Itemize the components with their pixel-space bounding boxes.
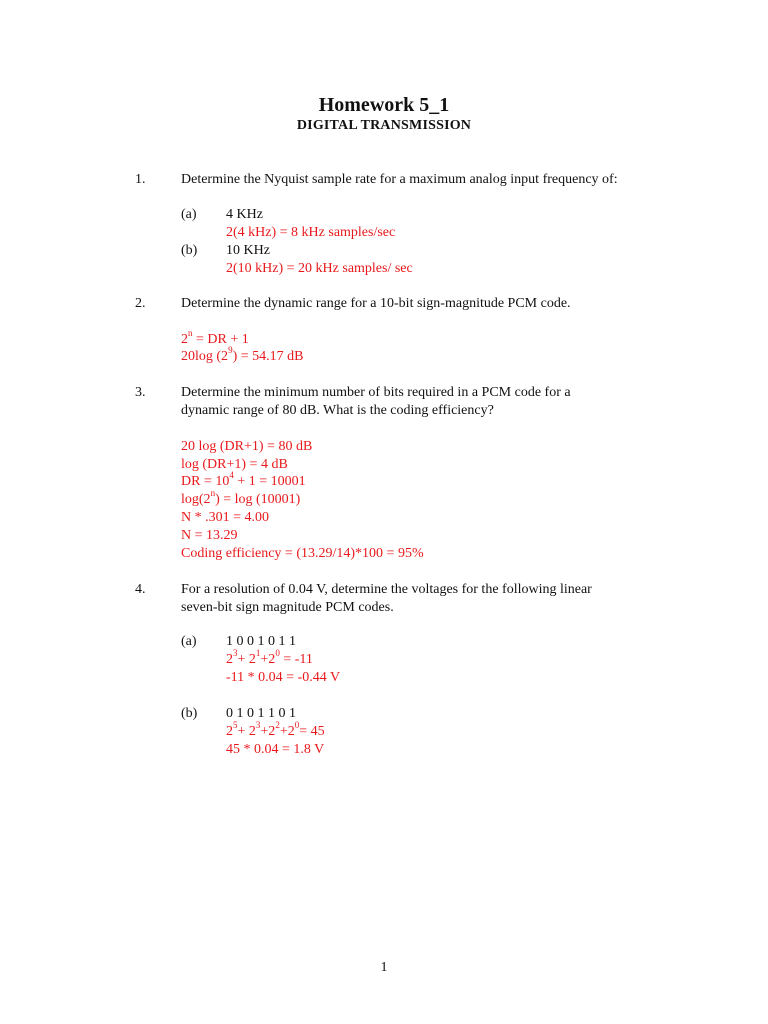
q1-a-value: 4 KHz (226, 207, 263, 222)
q4-a-code: 1 0 0 1 0 1 1 (226, 634, 296, 649)
q3-answer-5: N * .301 = 4.00 (181, 510, 270, 525)
q1-b-label: (b) (181, 243, 198, 258)
q4-text-line-1: For a resolution of 0.04 V, determine the voltages for the following linear (181, 582, 592, 597)
q3-answer-7: Coding efficiency = (13.29/14)*100 = 95% (181, 546, 424, 561)
q4-a-answer-2: -11 * 0.04 = -0.44 V (226, 670, 341, 685)
q3-text-line-2: dynamic range of 80 dB. What is the coding efficiency? (181, 403, 494, 418)
q4-a-answer-1: $2^3+ 2^1+2^0 = -11$ (226, 648, 313, 667)
q3-answer-1: 20 log (DR+1) = 80 dB (181, 439, 313, 454)
q3-number: 3. (135, 385, 146, 400)
page-subtitle: DIGITAL TRANSMISSION (296, 118, 472, 133)
q1-text: Determine the Nyquist sample rate for a maximum analog input frequency of: (181, 172, 618, 187)
q1-a-answer: 2(4 kHz) = 8 kHz samples/sec (226, 225, 396, 240)
q4-b-answer-2: 45 * 0.04 = 1.8 V (226, 742, 325, 757)
q3-answer-6: N = 13.29 (181, 528, 238, 543)
q4-a-label: (a) (181, 634, 197, 649)
q2-answer-1: $2^n$ = DR + 1 (181, 328, 249, 347)
q4-b-answer-1: $2^5+ 2^3+2^2+2^0= 45$ (226, 720, 325, 739)
q4-text-line-2: seven-bit sign magnitude PCM codes. (181, 600, 394, 615)
q4-b-code: 0 1 0 1 1 0 1 (226, 706, 296, 721)
q3-answer-4: $\log(2^n) = \log (10001)$ (181, 488, 301, 507)
q2-text: Determine the dynamic range for a 10-bit sign-magnitude PCM code. (181, 296, 571, 311)
page-number: 1 (380, 960, 388, 975)
q1-b-answer: 2(10 kHz) = 20 kHz samples/ sec (226, 261, 413, 276)
q2-number: 2. (135, 296, 146, 311)
page-title: Homework 5_1 (318, 94, 450, 116)
q4-number: 4. (135, 582, 146, 597)
q1-a-label: (a) (181, 207, 197, 222)
q2-answer-2: 20log $(2^9) = 54.17$ dB (181, 345, 304, 364)
q3-text-line-1: Determine the minimum number of bits required in a PCM code for a (181, 385, 571, 400)
q3-answer-3: DR = $10^4 + 1 = 10001$ (181, 470, 306, 489)
q1-number: 1. (135, 172, 146, 187)
q4-b-label: (b) (181, 706, 198, 721)
q3-answer-2: log (DR+1) = 4 dB (181, 457, 288, 472)
q1-b-value: 10 KHz (226, 243, 270, 258)
